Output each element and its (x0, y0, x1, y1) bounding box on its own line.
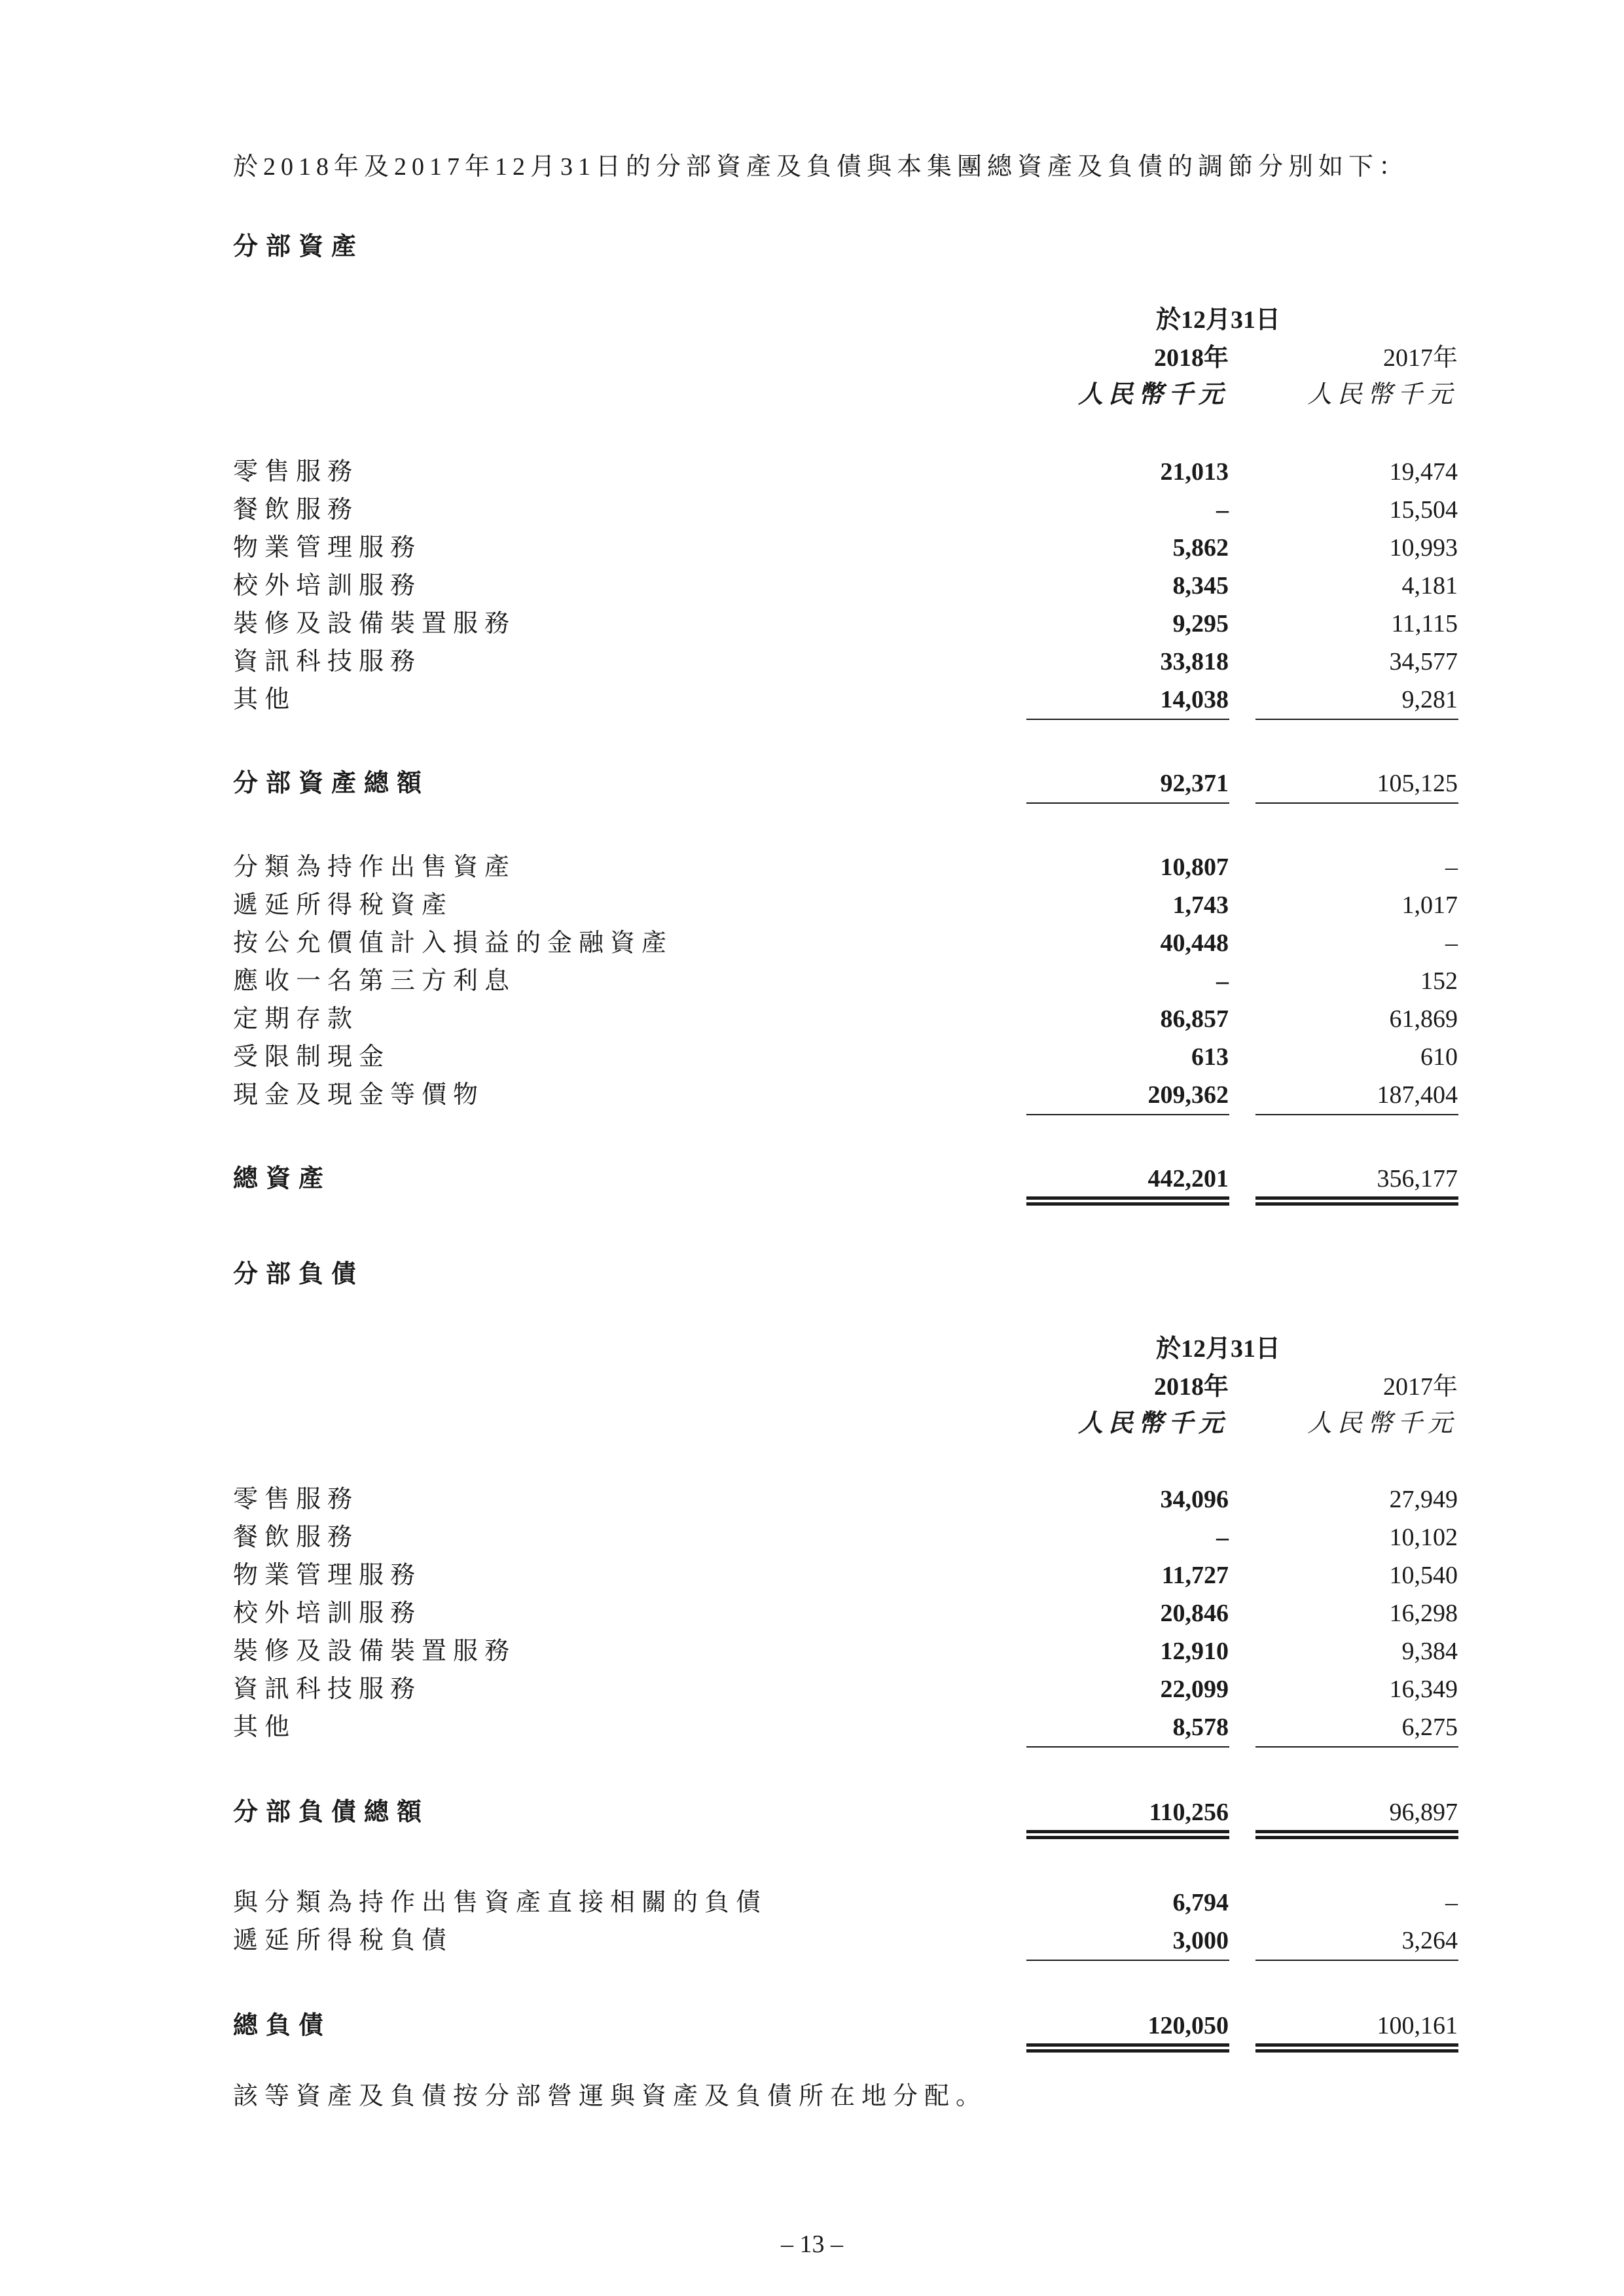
value-2017: – (1445, 929, 1458, 957)
row-label: 總資產 (233, 1165, 332, 1193)
value-2018: – (1216, 967, 1229, 995)
row-label: 定期存款 (233, 1005, 359, 1033)
row-label: 零售服務 (233, 458, 359, 486)
row-label: 與分類為持作出售資產直接相關的負債 (233, 1889, 768, 1916)
value-2017: 356,177 (1377, 1165, 1458, 1193)
total-double-rule (1255, 2043, 1458, 2053)
row-label: 裝修及設備裝置服務 (233, 610, 516, 637)
subtotal-rule (1255, 1114, 1458, 1115)
value-2018: 6,794 (1172, 1889, 1229, 1916)
value-2017: 10,993 (1389, 534, 1458, 562)
assets-unit-prior: 人民幣千元 (1307, 381, 1458, 408)
value-2018: 120,050 (1147, 2012, 1229, 2039)
row-label: 餐飲服務 (233, 1524, 359, 1551)
row-label: 其他 (233, 686, 297, 713)
total-double-rule (1026, 1830, 1229, 1839)
assets-year-current: 2018年 (1153, 344, 1229, 372)
value-2017: 3,264 (1401, 1927, 1458, 1954)
value-2018: 5,862 (1172, 534, 1229, 562)
value-2018: 33,818 (1160, 648, 1229, 675)
value-2017: 16,349 (1389, 1676, 1458, 1703)
subtotal-rule (1026, 719, 1229, 720)
value-2017: 10,102 (1389, 1524, 1458, 1551)
subtotal-rule (1255, 1960, 1458, 1961)
value-2018: 21,013 (1160, 458, 1229, 486)
row-label: 校外培訓服務 (233, 1600, 422, 1627)
subtotal-rule (1026, 1746, 1229, 1748)
subtotal-rule (1255, 802, 1458, 804)
row-label: 其他 (233, 1713, 297, 1741)
assets-year-prior: 2017年 (1382, 344, 1458, 372)
row-label: 現金及現金等價物 (233, 1081, 485, 1109)
liabilities-unit-prior: 人民幣千元 (1307, 1410, 1458, 1437)
value-2017: 152 (1420, 967, 1458, 995)
value-2018: 11,727 (1161, 1562, 1229, 1589)
value-2017: 11,115 (1391, 610, 1458, 637)
liabilities-unit-current: 人民幣千元 (1077, 1410, 1229, 1437)
row-label: 資訊科技服務 (233, 648, 422, 675)
value-2018: 20,846 (1160, 1600, 1229, 1627)
assets-unit-current: 人民幣千元 (1077, 381, 1229, 408)
row-label: 受限制現金 (233, 1043, 391, 1071)
value-2017: – (1445, 1889, 1458, 1916)
value-2017: 96,897 (1389, 1799, 1458, 1826)
row-label: 零售服務 (233, 1486, 359, 1513)
value-2018: 3,000 (1172, 1927, 1229, 1954)
value-2017: 10,540 (1389, 1562, 1458, 1589)
value-2018: – (1216, 1524, 1229, 1551)
row-label: 應收一名第三方利息 (233, 967, 516, 995)
liabilities-section-title: 分部負債 (233, 1261, 365, 1288)
row-label: 遞延所得稅負債 (233, 1927, 454, 1954)
liabilities-year-current: 2018年 (1153, 1373, 1229, 1401)
row-label: 校外培訓服務 (233, 572, 422, 600)
assets-section-title: 分部資產 (233, 233, 365, 260)
liabilities-date-header: 於12月31日 (1156, 1335, 1281, 1363)
row-label: 分類為持作出售資產 (233, 853, 516, 881)
total-double-rule (1255, 1196, 1458, 1206)
value-2018: 613 (1191, 1043, 1229, 1071)
page-number: – 13 – (781, 2231, 843, 2258)
value-2017: 187,404 (1377, 1081, 1458, 1109)
value-2018: 110,256 (1149, 1799, 1229, 1826)
row-label: 資訊科技服務 (233, 1676, 422, 1703)
value-2018: 1,743 (1172, 891, 1229, 919)
row-label: 遞延所得稅資產 (233, 891, 454, 919)
value-2018: 9,295 (1172, 610, 1229, 637)
row-label: 裝修及設備裝置服務 (233, 1638, 516, 1665)
value-2017: 1,017 (1401, 891, 1458, 919)
value-2017: 6,275 (1401, 1713, 1458, 1741)
value-2017: 9,384 (1401, 1638, 1458, 1665)
subtotal-rule (1255, 719, 1458, 720)
value-2018: – (1216, 496, 1229, 524)
total-double-rule (1255, 1830, 1458, 1839)
row-label: 物業管理服務 (233, 534, 422, 562)
liabilities-year-prior: 2017年 (1382, 1373, 1458, 1401)
value-2017: 4,181 (1401, 572, 1458, 600)
value-2018: 92,371 (1160, 770, 1229, 797)
subtotal-rule (1026, 1114, 1229, 1115)
value-2018: 8,345 (1172, 572, 1229, 600)
subtotal-rule (1026, 1960, 1229, 1961)
row-label: 總負債 (233, 2012, 332, 2039)
value-2018: 442,201 (1147, 1165, 1229, 1193)
value-2018: 40,448 (1160, 929, 1229, 957)
row-label: 分部負債總額 (233, 1799, 430, 1826)
value-2018: 8,578 (1172, 1713, 1229, 1741)
row-label: 餐飲服務 (233, 496, 359, 524)
value-2018: 22,099 (1160, 1676, 1229, 1703)
value-2018: 209,362 (1147, 1081, 1229, 1109)
row-label: 分部資產總額 (233, 770, 430, 797)
value-2018: 10,807 (1160, 853, 1229, 881)
total-double-rule (1026, 2043, 1229, 2053)
value-2017: 100,161 (1377, 2012, 1458, 2039)
value-2017: 27,949 (1389, 1486, 1458, 1513)
value-2017: 34,577 (1389, 648, 1458, 675)
value-2018: 34,096 (1160, 1486, 1229, 1513)
value-2017: 15,504 (1389, 496, 1458, 524)
intro-paragraph: 於2018年及2017年12月31日的分部資產及負債與本集團總資產及負債的調節分別如下： (233, 153, 1409, 181)
value-2017: 610 (1420, 1043, 1458, 1071)
value-2017: 16,298 (1389, 1600, 1458, 1627)
assets-date-header: 於12月31日 (1156, 306, 1281, 334)
footnote: 該等資產及負債按分部營運與資產及負債所在地分配。 (233, 2083, 988, 2110)
subtotal-rule (1026, 802, 1229, 804)
value-2017: – (1445, 853, 1458, 881)
value-2017: 9,281 (1401, 686, 1458, 713)
row-label: 按公允價值計入損益的金融資產 (233, 929, 674, 957)
value-2018: 12,910 (1160, 1638, 1229, 1665)
value-2018: 14,038 (1160, 686, 1229, 713)
value-2017: 19,474 (1389, 458, 1458, 486)
subtotal-rule (1255, 1746, 1458, 1748)
row-label: 物業管理服務 (233, 1562, 422, 1589)
total-double-rule (1026, 1196, 1229, 1206)
value-2017: 61,869 (1389, 1005, 1458, 1033)
value-2017: 105,125 (1377, 770, 1458, 797)
value-2018: 86,857 (1160, 1005, 1229, 1033)
